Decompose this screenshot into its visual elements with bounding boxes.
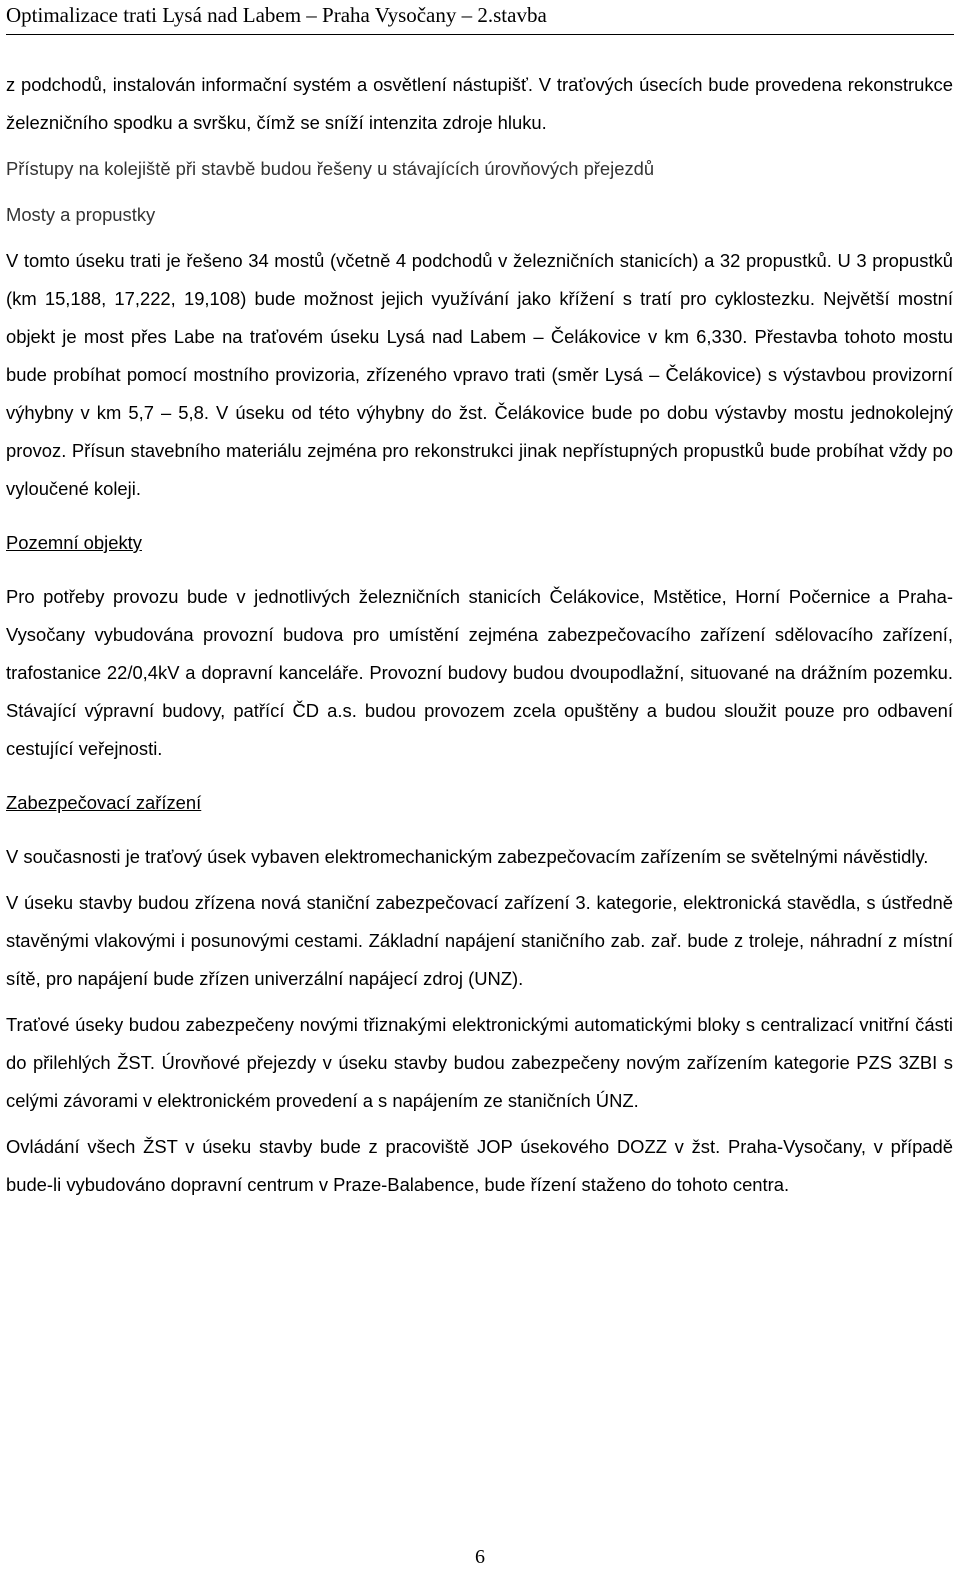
page-content [6, 66, 953, 1204]
page-number: 6 [475, 1546, 485, 1568]
signalling-paragraph-2: V úseku stavby budou zřízena nová staniční zabezpečovací zařízení 3. kategorie, elektronická stavědla, s ústředně stavěnými vlakovými i posunovými cestami. Základní napájení staničního zab. zař. bude z troleje, náhradní z místní sítě, pro napájení bude zřízen univerzální napájecí zdroj (UNZ). [6, 892, 953, 989]
signalling-paragraph-1: V současnosti je traťový úsek vybaven elektromechanickým zabezpečovacím zařízením se světelnými návěstidly. [6, 846, 929, 867]
signalling-paragraph-4: Ovládání všech ŽST v úseku stavby bude z pracoviště JOP úsekového DOZZ v žst. Praha-Vysočany, v případě bude-li vybudováno dopravní centrum v Praze-Balabence, bude řízení staženo do tohoto centra. [6, 1136, 953, 1195]
section-heading-buildings: Pozemní objekty [6, 532, 142, 553]
section-heading-signalling: Zabezpečovací zařízení [6, 792, 202, 813]
signalling-paragraph-3: Traťové úseky budou zabezpečeny novými třiznakými elektronickými automatickými bloky s centralizací vnitřní části do přilehlých ŽST. Úrovňové přejezdy v úseku stavby budou zabezpečeny novým zařízením kategorie PZS 3ZBI s celými závorami v elektronickém provedení a s napájením ze staničních ÚNZ. [6, 1014, 953, 1111]
section-heading-bridges: Mosty a propustky [6, 204, 156, 225]
bridges-paragraph: V tomto úseku trati je řešeno 34 mostů (včetně 4 podchodů v železničních stanicích) a 32 propustků. U 3 propustků (km 15,188, 17,222, 19,108) bude možnost jejich využívání jako křížení s tratí pro cyklostezku. Největší mostní objekt je most přes Labe na traťovém úseku Lysá nad Labem – Čelákovice v km 6,330. Přestavba tohoto mostu bude probíhat pomocí mostního provizoria, zřízeného vpravo trati (směr Lysá – Čelákovice) s výstavbou provizorní výhybny v km 5,7 – 5,8. V úseku od této výhybny do žst. Čelákovice bude po dobu výstavby mostu jednokolejný provoz. Přísun stavebního materiálu zejména pro rekonstrukci jinak nepřístupných propustků bude probíhat vždy po vyloučené koleji. [6, 250, 953, 499]
intro-paragraph: z podchodů, instalován informační systém a osvětlení nástupišť. V traťových úsecích bude provedena rekonstrukce železničního spodku a svršku, čímž se sníží intenzita zdroje hluku. [6, 74, 953, 133]
page-header: Optimalizace trati Lysá nad Labem – Praha Vysočany – 2.stavba [6, 0, 954, 35]
buildings-paragraph: Pro potřeby provozu bude v jednotlivých železničních stanicích Čelákovice, Mstětice, Horní Počernice a Praha-Vysočany vybudována provozní budova pro umístění zejména zabezpečovacího zařízení sdělovacího zařízení, trafostanice 22/0,4kV a dopravní kanceláře. Provozní budovy budou dvoupodlažní, situované na drážním pozemku. Stávající výpravní budovy, patřící ČD a.s. budou provozem zcela opuštěny a budou sloužit pouze pro odbavení cestující veřejnosti. [6, 586, 953, 759]
access-paragraph: Přístupy na kolejiště při stavbě budou řešeny u stávajících úrovňových přejezdů [6, 158, 655, 179]
